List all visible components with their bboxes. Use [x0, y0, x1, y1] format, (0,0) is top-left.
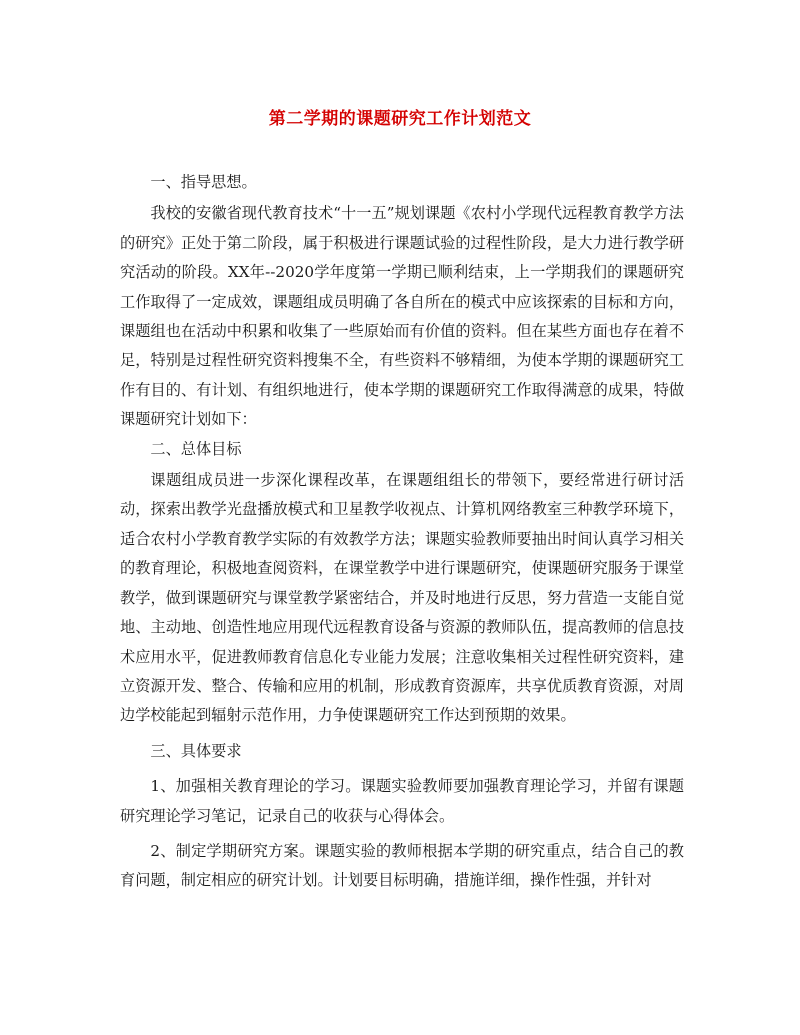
paragraph-requirement-2: 2、制定学期研究方案。课题实验的教师根据本学期的研究重点，结合自己的教育问题，制定相应的研究计划。计划要目标明确，措施详细，操作性强，并针对	[120, 841, 684, 890]
paragraph-guiding-thought: 我校的安徽省现代教育技术“十一五”规划课题《农村小学现代远程教育教学方法的研究》正处于第二阶段，属于积极进行课题试验的过程性阶段，是大力进行教学研究活动的阶段。XX年--2020学年度第一学期已顺利结束，上一学期我们的课题研究工作取得了一定成效，课题组成员明确了各自所在的模式中应该探索的目标和方向，课题组也在活动中积累和收集了一些原始而有价值的资料。但在某些方面也存在着不足，特别是过程性研究资料搜集不全，有些资料不够精细，为使本学期的课题研究工作有目的、有计划、有组织地进行，使本学期的课题研究工作取得满意的成果，特做课题研究计划如下：	[120, 204, 684, 429]
paragraph-requirement-1: 1、加强相关教育理论的学习。课题实验教师要加强教育理论学习，并留有课题研究理论学习笔记，记录自己的收获与心得体会。	[120, 777, 684, 825]
document-body	[120, 168, 684, 896]
paragraph-overall-goal: 课题组成员进一步深化课程改革，在课题组组长的带领下，要经常进行研讨活动，探索出教学光盘播放模式和卫星教学收视点、计算机网络教室三种教学环境下，适合农村小学教育教学实际的有效教学方法；课题实验教师要抽出时间认真学习相关的教育理论，积极地查阅资料，在课堂教学中进行课题研究，使课题研究服务于课堂教学，做到课题研究与课堂教学紧密结合，并及时地进行反思，努力营造一支能自觉地、主动地、创造性地应用现代远程教育设备与资源的教师队伍，提高教师的信息技术应用水平，促进教师教育信息化专业能力发展；注意收集相关过程性研究资料，建立资源开发、整合、传输和应用的机制，形成教育资源库，共享优质教育资源，对周边学校能起到辐射示范作用，力争使课题研究工作达到预期的效果。	[120, 471, 684, 725]
section-heading-overall-goal: 二、总体目标	[150, 439, 242, 458]
document-title: 第二学期的课题研究工作计划范文	[268, 109, 532, 129]
section-heading-guiding-thought: 一、指导思想。	[150, 173, 257, 191]
section-heading-specific-requirements: 三、具体要求	[150, 741, 242, 760]
